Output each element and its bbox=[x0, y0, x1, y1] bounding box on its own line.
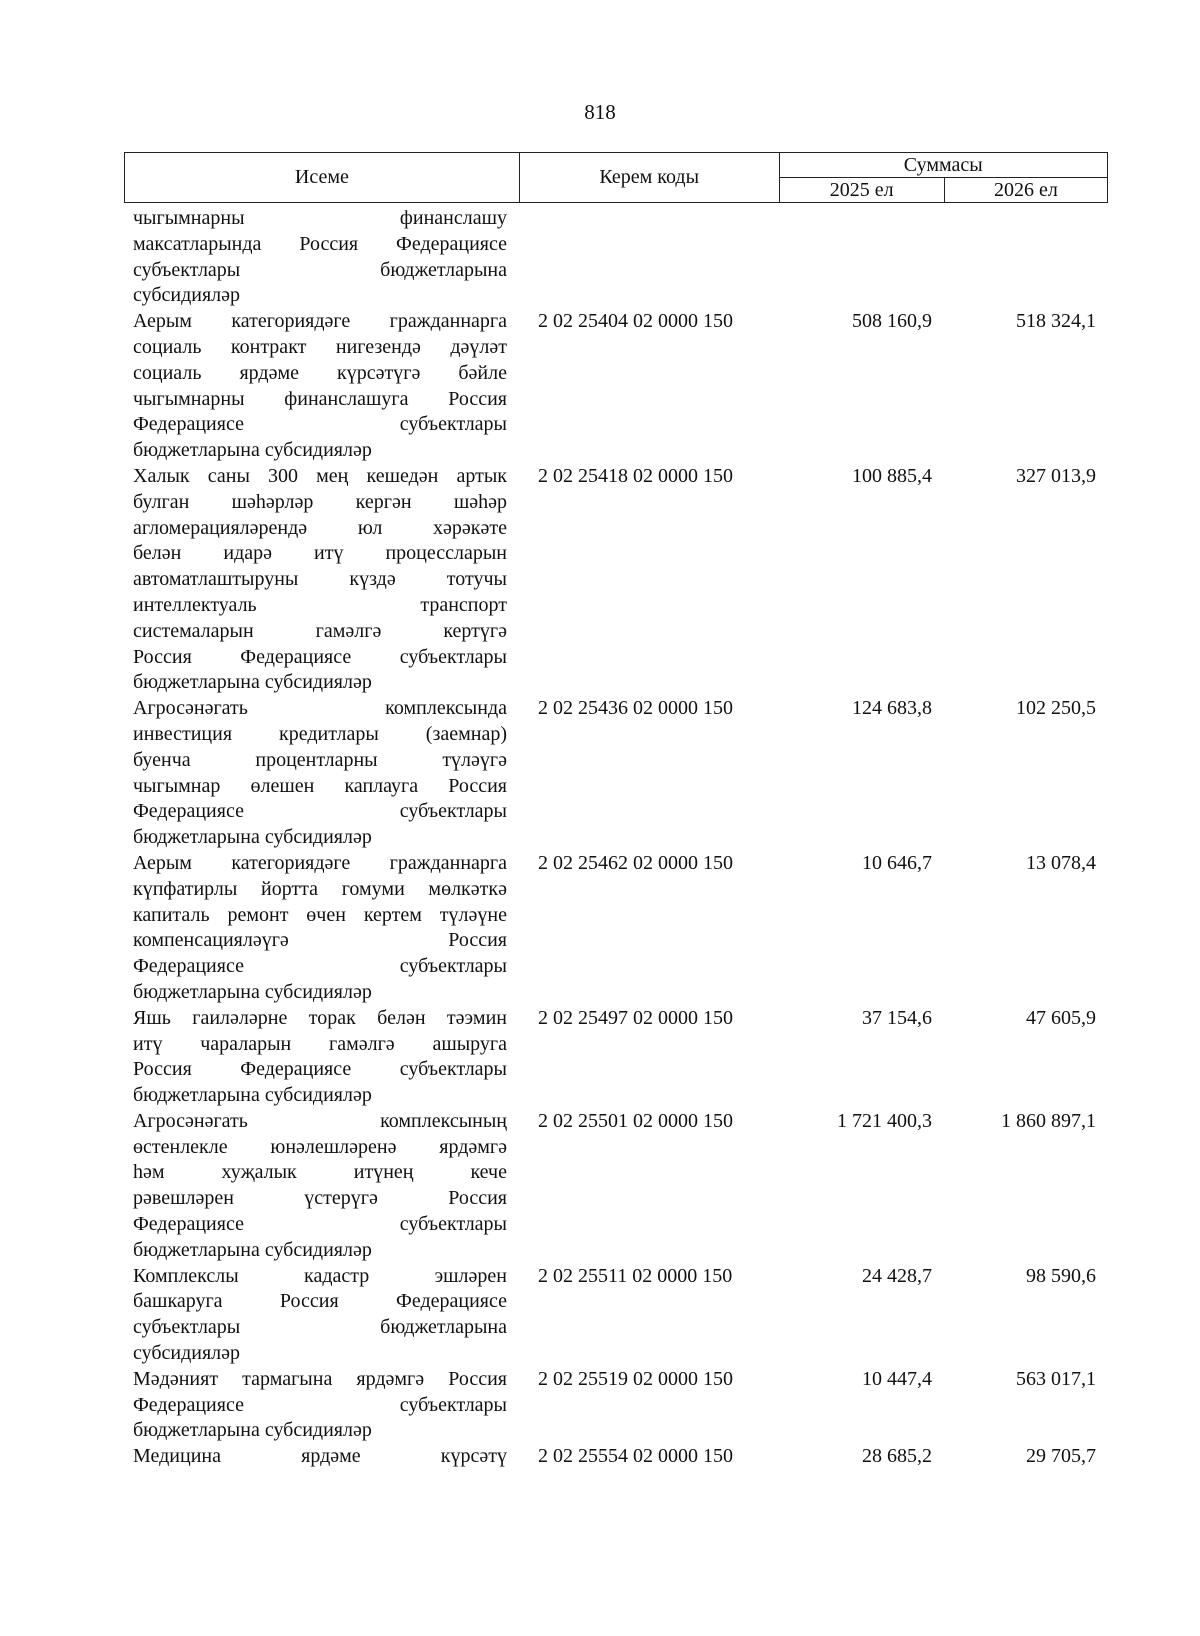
row-name-line: бюджетларына субсидияләр bbox=[133, 439, 372, 462]
table-row bbox=[0, 1367, 1200, 1444]
row-name-line: Агросәнәгать комплексының bbox=[133, 1109, 507, 1132]
row-name-line: Россия Федерациясе субъектлары bbox=[133, 645, 507, 668]
row-name-line: социаль контракт нигезендә дәүләт bbox=[133, 335, 507, 358]
table-row bbox=[0, 309, 1200, 464]
table-body bbox=[0, 206, 1200, 1470]
header-name: Исеме bbox=[125, 153, 520, 203]
row-value-2025: 10 447,4 bbox=[862, 1367, 932, 1390]
table-row bbox=[0, 206, 1200, 309]
row-value-2025: 100 885,4 bbox=[852, 464, 932, 487]
row-name-line: интеллектуаль транспорт bbox=[133, 593, 507, 616]
row-code: 2 02 25519 02 0000 150 bbox=[538, 1367, 733, 1390]
row-name bbox=[133, 206, 507, 309]
row-value-2025: 10 646,7 bbox=[862, 851, 932, 874]
row-name bbox=[133, 1444, 507, 1470]
row-name-line: агломерацияләрендә юл хәрәкәте bbox=[133, 516, 507, 539]
row-name bbox=[133, 1367, 507, 1444]
row-name-line: Федерациясе субъектлары bbox=[133, 413, 507, 436]
row-name-line: чыгымнар өлешен каплауга Россия bbox=[133, 774, 507, 797]
row-value-2025: 124 683,8 bbox=[852, 697, 932, 720]
row-name-line: бюджетларына субсидияләр bbox=[133, 980, 372, 1003]
row-name-line: Федерациясе субъектлары bbox=[133, 800, 507, 823]
row-name-line: Агросәнәгать комплексында bbox=[133, 697, 507, 720]
table-header bbox=[124, 152, 1108, 203]
row-name-line: күпфатирлы йортта гомуми мөлкәткә bbox=[133, 877, 507, 900]
page-number: 818 bbox=[584, 100, 616, 124]
row-code: 2 02 25501 02 0000 150 bbox=[538, 1109, 733, 1132]
table-row bbox=[0, 696, 1200, 851]
row-code: 2 02 25462 02 0000 150 bbox=[538, 851, 733, 874]
row-name bbox=[133, 851, 507, 1006]
table-row bbox=[0, 1444, 1200, 1470]
header-sums: Суммасы bbox=[779, 153, 1107, 178]
row-value-2025: 1 721 400,3 bbox=[837, 1109, 932, 1132]
row-name-line: бюджетларына субсидияләр bbox=[133, 1419, 372, 1442]
row-name-line: буенча процентларны түләүгә bbox=[133, 748, 507, 771]
row-name-line: Россия Федерациясе субъектлары bbox=[133, 1058, 507, 1081]
row-value-2025: 28 685,2 bbox=[862, 1445, 932, 1468]
row-name-line: системаларын гамәлгә кертүгә bbox=[133, 619, 507, 642]
row-name-line: Аерым категориядәге гражданнарга bbox=[133, 851, 507, 874]
row-value-2026: 327 013,9 bbox=[1016, 464, 1096, 487]
row-name bbox=[133, 1006, 507, 1109]
row-name bbox=[133, 1109, 507, 1264]
row-name-line: социаль ярдәме күрсәтүгә бәйле bbox=[133, 361, 507, 384]
row-name-line: Мәдәният тармагына ярдәмгә Россия bbox=[133, 1367, 507, 1390]
row-code: 2 02 25511 02 0000 150 bbox=[538, 1264, 733, 1287]
row-value-2026: 13 078,4 bbox=[1026, 851, 1096, 874]
row-name-line: субсидияләр bbox=[133, 284, 241, 307]
row-value-2026: 563 017,1 bbox=[1016, 1367, 1096, 1390]
row-name-line: бюджетларына субсидияләр bbox=[133, 671, 372, 694]
row-name bbox=[133, 1264, 507, 1367]
row-name bbox=[133, 696, 507, 851]
row-name-line: Федерациясе субъектлары bbox=[133, 1213, 507, 1236]
row-name-line: компенсацияләүгә Россия bbox=[133, 929, 507, 952]
row-code: 2 02 25436 02 0000 150 bbox=[538, 697, 733, 720]
row-name-line: рәвешләрен үстерүгә Россия bbox=[133, 1187, 507, 1210]
table-row bbox=[0, 1006, 1200, 1109]
row-name-line: чыгымнарны финанслашуга Россия bbox=[133, 387, 507, 410]
header-code: Керем коды bbox=[519, 153, 779, 203]
row-code: 2 02 25554 02 0000 150 bbox=[538, 1445, 733, 1468]
row-name-line: автоматлаштыруны күздә тотучы bbox=[133, 568, 507, 591]
row-value-2026: 47 605,9 bbox=[1026, 1006, 1096, 1029]
table-row bbox=[0, 1264, 1200, 1367]
row-name-line: максатларында Россия Федерациясе bbox=[133, 232, 507, 255]
row-name-line: бюджетларына субсидияләр bbox=[133, 1084, 372, 1107]
row-name-line: белән идарә итү процессларын bbox=[133, 542, 507, 565]
row-value-2026: 29 705,7 bbox=[1026, 1445, 1096, 1468]
row-name-line: субсидияләр bbox=[133, 1342, 241, 1365]
row-value-2026: 1 860 897,1 bbox=[1001, 1109, 1096, 1132]
table-row bbox=[0, 1109, 1200, 1264]
row-name-line: Федерациясе субъектлары bbox=[133, 1393, 507, 1416]
row-name bbox=[133, 309, 507, 464]
row-code: 2 02 25418 02 0000 150 bbox=[538, 464, 733, 487]
row-name-line: Аерым категориядәге гражданнарга bbox=[133, 310, 507, 333]
row-name-line: Халык саны 300 мең кешедән артык bbox=[133, 464, 507, 487]
row-code: 2 02 25497 02 0000 150 bbox=[538, 1006, 733, 1029]
row-name-line: чыгымнарны финанслашу bbox=[133, 207, 507, 229]
row-name-line: капиталь ремонт өчен кертем түләүне bbox=[133, 903, 507, 926]
row-name-line: булган шәһәрләр кергән шәһәр bbox=[133, 490, 507, 513]
row-name-line: Медицина ярдәме күрсәтү bbox=[133, 1445, 507, 1468]
table-row bbox=[0, 851, 1200, 1006]
row-name-line: Яшь гаиләләрне торак белән тәэмин bbox=[133, 1006, 507, 1029]
row-name-line: башкаруга Россия Федерациясе bbox=[133, 1290, 507, 1313]
row-code: 2 02 25404 02 0000 150 bbox=[538, 310, 733, 333]
row-name-line: бюджетларына субсидияләр bbox=[133, 826, 372, 849]
row-value-2026: 98 590,6 bbox=[1026, 1264, 1096, 1287]
row-name-line: Федерациясе субъектлары bbox=[133, 955, 507, 978]
row-value-2026: 102 250,5 bbox=[1016, 697, 1096, 720]
header-year-2026: 2026 ел bbox=[944, 178, 1107, 203]
row-name bbox=[133, 464, 507, 696]
row-value-2025: 24 428,7 bbox=[862, 1264, 932, 1287]
table-row bbox=[0, 464, 1200, 696]
row-name-line: субъектлары бюджетларына bbox=[133, 1316, 507, 1339]
row-name-line: Комплекслы кадастр эшләрен bbox=[133, 1264, 507, 1287]
row-name-line: бюджетларына субсидияләр bbox=[133, 1238, 372, 1261]
header-year-2025: 2025 ел bbox=[779, 178, 944, 203]
row-value-2025: 508 160,9 bbox=[852, 310, 932, 333]
row-name-line: өстенлекле юнәлешләренә ярдәмгә bbox=[133, 1135, 507, 1158]
row-name-line: һәм хуҗалык итүнең кече bbox=[133, 1161, 507, 1184]
row-name-line: инвестиция кредитлары (заемнар) bbox=[133, 722, 507, 745]
row-name-line: субъектлары бюджетларына bbox=[133, 258, 507, 281]
row-value-2025: 37 154,6 bbox=[862, 1006, 932, 1029]
row-value-2026: 518 324,1 bbox=[1016, 310, 1096, 333]
row-name-line: итү чараларын гамәлгә ашыруга bbox=[133, 1032, 507, 1055]
